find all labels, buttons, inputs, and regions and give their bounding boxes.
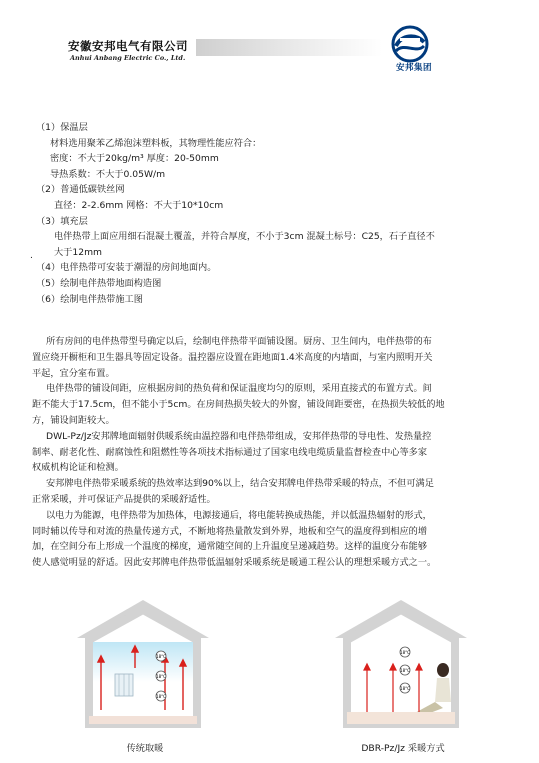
paragraph-line: 使人感觉明显的舒适。因此安邦牌电伴热带低温辐射采暖系统是暖通工程公认的理想采暖方式之一。 <box>32 557 437 569</box>
list-item: 导热系数：不大于0.05W/m <box>50 168 166 180</box>
left-caption: 传统取暖 <box>126 743 164 754</box>
paragraph <box>32 334 516 381</box>
paragraph-line: 安邦牌电伴热带采暖系统的热效率达到90%以上，结合安邦牌电伴热带采暖的特点，不但可满足 <box>46 478 434 490</box>
stray-dot: . <box>30 251 33 261</box>
thermo-label: 18°C <box>156 694 166 699</box>
paragraph-line: 平起，宜分室布置。 <box>32 367 115 379</box>
paragraph-line: 所有房间的电伴热带型号确定以后，绘制电伴热带平面铺设图。厨房、卫生间内，电伴热带的布 <box>46 336 432 347</box>
paragraph-line: 权威机构论证和检测。 <box>32 462 124 474</box>
paragraph-line: 电伴热带的铺设间距，应根据房间的热负荷和保证温度均匀的原则，采用直接式的布置方式。间 <box>46 383 432 395</box>
thermo-label: 18°C <box>400 686 410 691</box>
list-item: 直径：2-2.6mm 网格：不大于10*10cm <box>54 199 224 211</box>
list-item: （3）填充层 <box>36 215 88 227</box>
brand-name: 安邦集团 <box>395 63 432 73</box>
list-item: （2）普通低碳铁丝网 <box>36 184 125 196</box>
paragraph <box>32 476 516 508</box>
paragraph-line: 加，在空间分布上形成一个温度的梯度，通常随空间的上升温度呈递减趋势。这样的温度分布能够 <box>32 541 428 553</box>
page-header <box>0 0 539 90</box>
thermo-label: 18°C <box>400 650 410 655</box>
list-item: （6）绘制电伴热带施工图 <box>36 293 143 305</box>
paragraph-line: DWL-Pz/Jz安邦牌地面辐射供暖系统由温控器和电伴热带组成，安邦伴热带的导电性、发热量控 <box>46 430 432 442</box>
paragraph <box>32 381 516 428</box>
right-caption: DBR-Pz/Jz 采暖方式 <box>361 743 445 754</box>
paragraph-line: 正常采暖，并可保证产品提供的采暖舒适性。 <box>32 493 216 505</box>
paragraph-line: 距不能大于17.5cm，但不能小于5cm。在房间热损失较大的外窗，铺设间距要密，在热损失较低的地 <box>32 399 445 411</box>
list-item: 密度：不大于20kg/m³ 厚度：20-50mm <box>50 153 219 165</box>
list-item: 材料选用聚苯乙烯泡沫塑料板，其物理性能应符合： <box>50 137 262 149</box>
material-list <box>36 120 516 307</box>
thermo-label: 18°C <box>156 654 166 659</box>
paragraph-line: 方，铺设间距较大。 <box>32 414 115 426</box>
company-name-cn: 安徽安邦电气有限公司 <box>68 39 188 53</box>
paragraph <box>32 429 516 476</box>
paragraph <box>32 508 516 571</box>
paragraph-line: 以电力为能源，电伴热带为加热体，电源接通后，将电能转换成热能，并以低温热辐射的形式， <box>46 509 432 521</box>
anbang-logo-icon <box>390 24 430 64</box>
list-item: （4）电伴热带可安装于潮湿的房间地面内。 <box>36 262 217 274</box>
body-paragraphs <box>32 334 516 571</box>
company-name-en: Anhui Anbang Electric Co., Ltd. <box>70 54 186 62</box>
list-item: （5）绘制电伴热带地面构造图 <box>36 277 162 289</box>
header-gradient-bar <box>196 39 382 56</box>
thermo-label: 18°C <box>400 668 410 673</box>
paragraph-line: 置应绕开橱柜和卫生器具等固定设备。温控器应设置在距地面1.4米高度的内墙面，与室内照明开关 <box>32 351 433 363</box>
paragraph-line: 制率、耐老化性、耐腐蚀性和阻燃性等各项技术指标通过了国家电线电缆质量监督检查中心等多家 <box>32 446 428 458</box>
list-item: 电伴热带上面应用细石混凝土覆盖，并符合厚度，不小于3cm 混凝土标号：C25，石子直径不 <box>54 231 435 243</box>
thermo-label: 18°C <box>156 674 166 679</box>
traditional-heating-illustration <box>75 598 211 728</box>
list-item: 大于12mm <box>54 246 102 258</box>
list-item: （1）保温层 <box>36 122 88 133</box>
paragraph-line: 同时辅以传导和对流的热量传递方式，不断地将热量散发到外界，地板和空气的温度得到相应的增 <box>32 525 428 537</box>
dbr-heating-illustration <box>333 598 469 728</box>
